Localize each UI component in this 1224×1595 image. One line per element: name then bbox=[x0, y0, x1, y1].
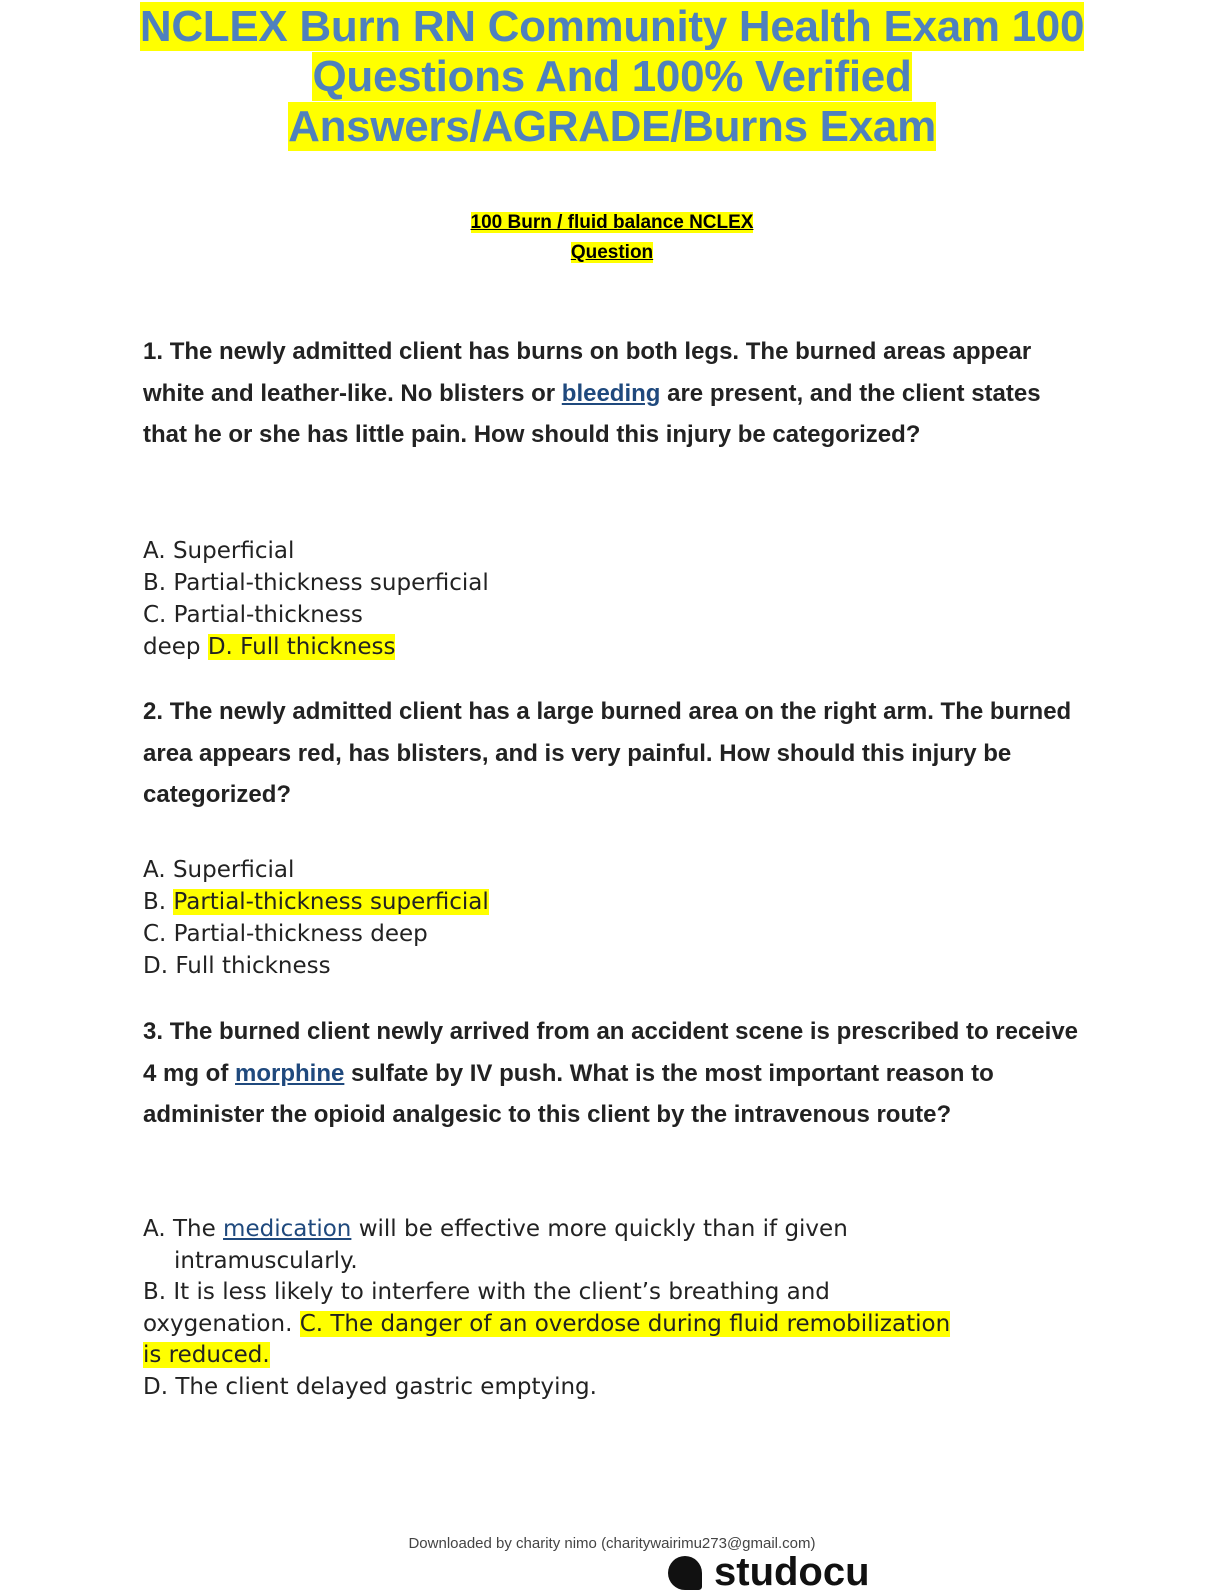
option-a-continued: intramuscularly. bbox=[174, 1247, 358, 1274]
download-footer: Downloaded by charity nimo (charitywairimu273@gmail.com) bbox=[408, 1535, 816, 1552]
question-2-options bbox=[143, 854, 1083, 982]
option-a-text: will be effective more quickly than if given bbox=[351, 1216, 848, 1242]
subtitle-line-2: Question bbox=[570, 242, 654, 263]
question-text: sulfate by IV push. What is the most important reason to administer the opioid analgesic to this client by the intravenous route? bbox=[143, 1059, 994, 1128]
question-1-stem bbox=[143, 331, 1083, 456]
studocu-logo-text: studocu bbox=[714, 1550, 870, 1594]
option-b-continued: oxygenation. bbox=[143, 1310, 300, 1337]
option-b-correct-answer: Partial-thickness superficial bbox=[173, 889, 489, 915]
option-b: B. Partial-thickness superficial bbox=[143, 570, 489, 596]
option-a: A. Superficial bbox=[143, 857, 295, 883]
subtitle-line-1: 100 Burn / fluid balance NCLEX bbox=[470, 212, 754, 233]
option-c-continued: deep bbox=[143, 634, 208, 660]
title-line-3: Answers/AGRADE/Burns Exam bbox=[288, 102, 936, 151]
option-b: B. It is less likely to interfere with the client’s breathing and bbox=[143, 1279, 830, 1305]
option-c-continued: is reduced. bbox=[143, 1342, 270, 1368]
title-line-2: Questions And 100% Verified bbox=[312, 52, 912, 101]
question-text: are present, and the client states that he or she has little pain. How should this injury be categorized? bbox=[143, 379, 1041, 448]
morphine-link[interactable]: morphine bbox=[235, 1059, 345, 1087]
studocu-logo bbox=[668, 1550, 870, 1595]
option-a-label: A. The bbox=[143, 1216, 224, 1242]
question-2-stem bbox=[143, 691, 1083, 816]
question-1-options bbox=[143, 535, 1083, 663]
medication-link[interactable]: medication bbox=[223, 1216, 352, 1242]
question-text: The burned client newly arrived from an accident scene is prescribed to receive 4 mg of bbox=[143, 1018, 1079, 1087]
option-d-correct-answer: D. Full thickness bbox=[207, 634, 396, 660]
question-text: The newly admitted client has burns on both legs. The burned areas appear white and leather-like. No blisters or bbox=[143, 338, 1032, 407]
option-c: C. Partial-thickness deep bbox=[143, 921, 428, 947]
document-subtitle bbox=[0, 208, 1224, 268]
question-text: The newly admitted client has a large burned area on the right arm. The burned area appears red, has blisters, and is very painful. How should this injury be categorized? bbox=[143, 698, 1072, 808]
document-title bbox=[0, 2, 1224, 152]
option-c-correct-answer: C. The danger of an overdose during fluid remobilization bbox=[299, 1310, 951, 1337]
question-3-stem bbox=[143, 1011, 1083, 1136]
option-d: D. Full thickness bbox=[143, 953, 331, 979]
question-number: 3. bbox=[143, 1018, 164, 1045]
studocu-logo-icon bbox=[668, 1556, 702, 1590]
option-b-label: B. bbox=[143, 889, 174, 915]
option-d: D. The client delayed gastric emptying. bbox=[143, 1373, 597, 1400]
title-line-1: NCLEX Burn RN Community Health Exam 100 bbox=[139, 2, 1085, 51]
bleeding-link[interactable]: bleeding bbox=[561, 379, 661, 407]
option-c: C. Partial-thickness bbox=[143, 602, 363, 628]
question-3-options bbox=[143, 1214, 1083, 1403]
option-a: A. Superficial bbox=[143, 538, 295, 564]
question-number: 1. bbox=[143, 338, 164, 365]
question-number: 2. bbox=[143, 698, 164, 725]
